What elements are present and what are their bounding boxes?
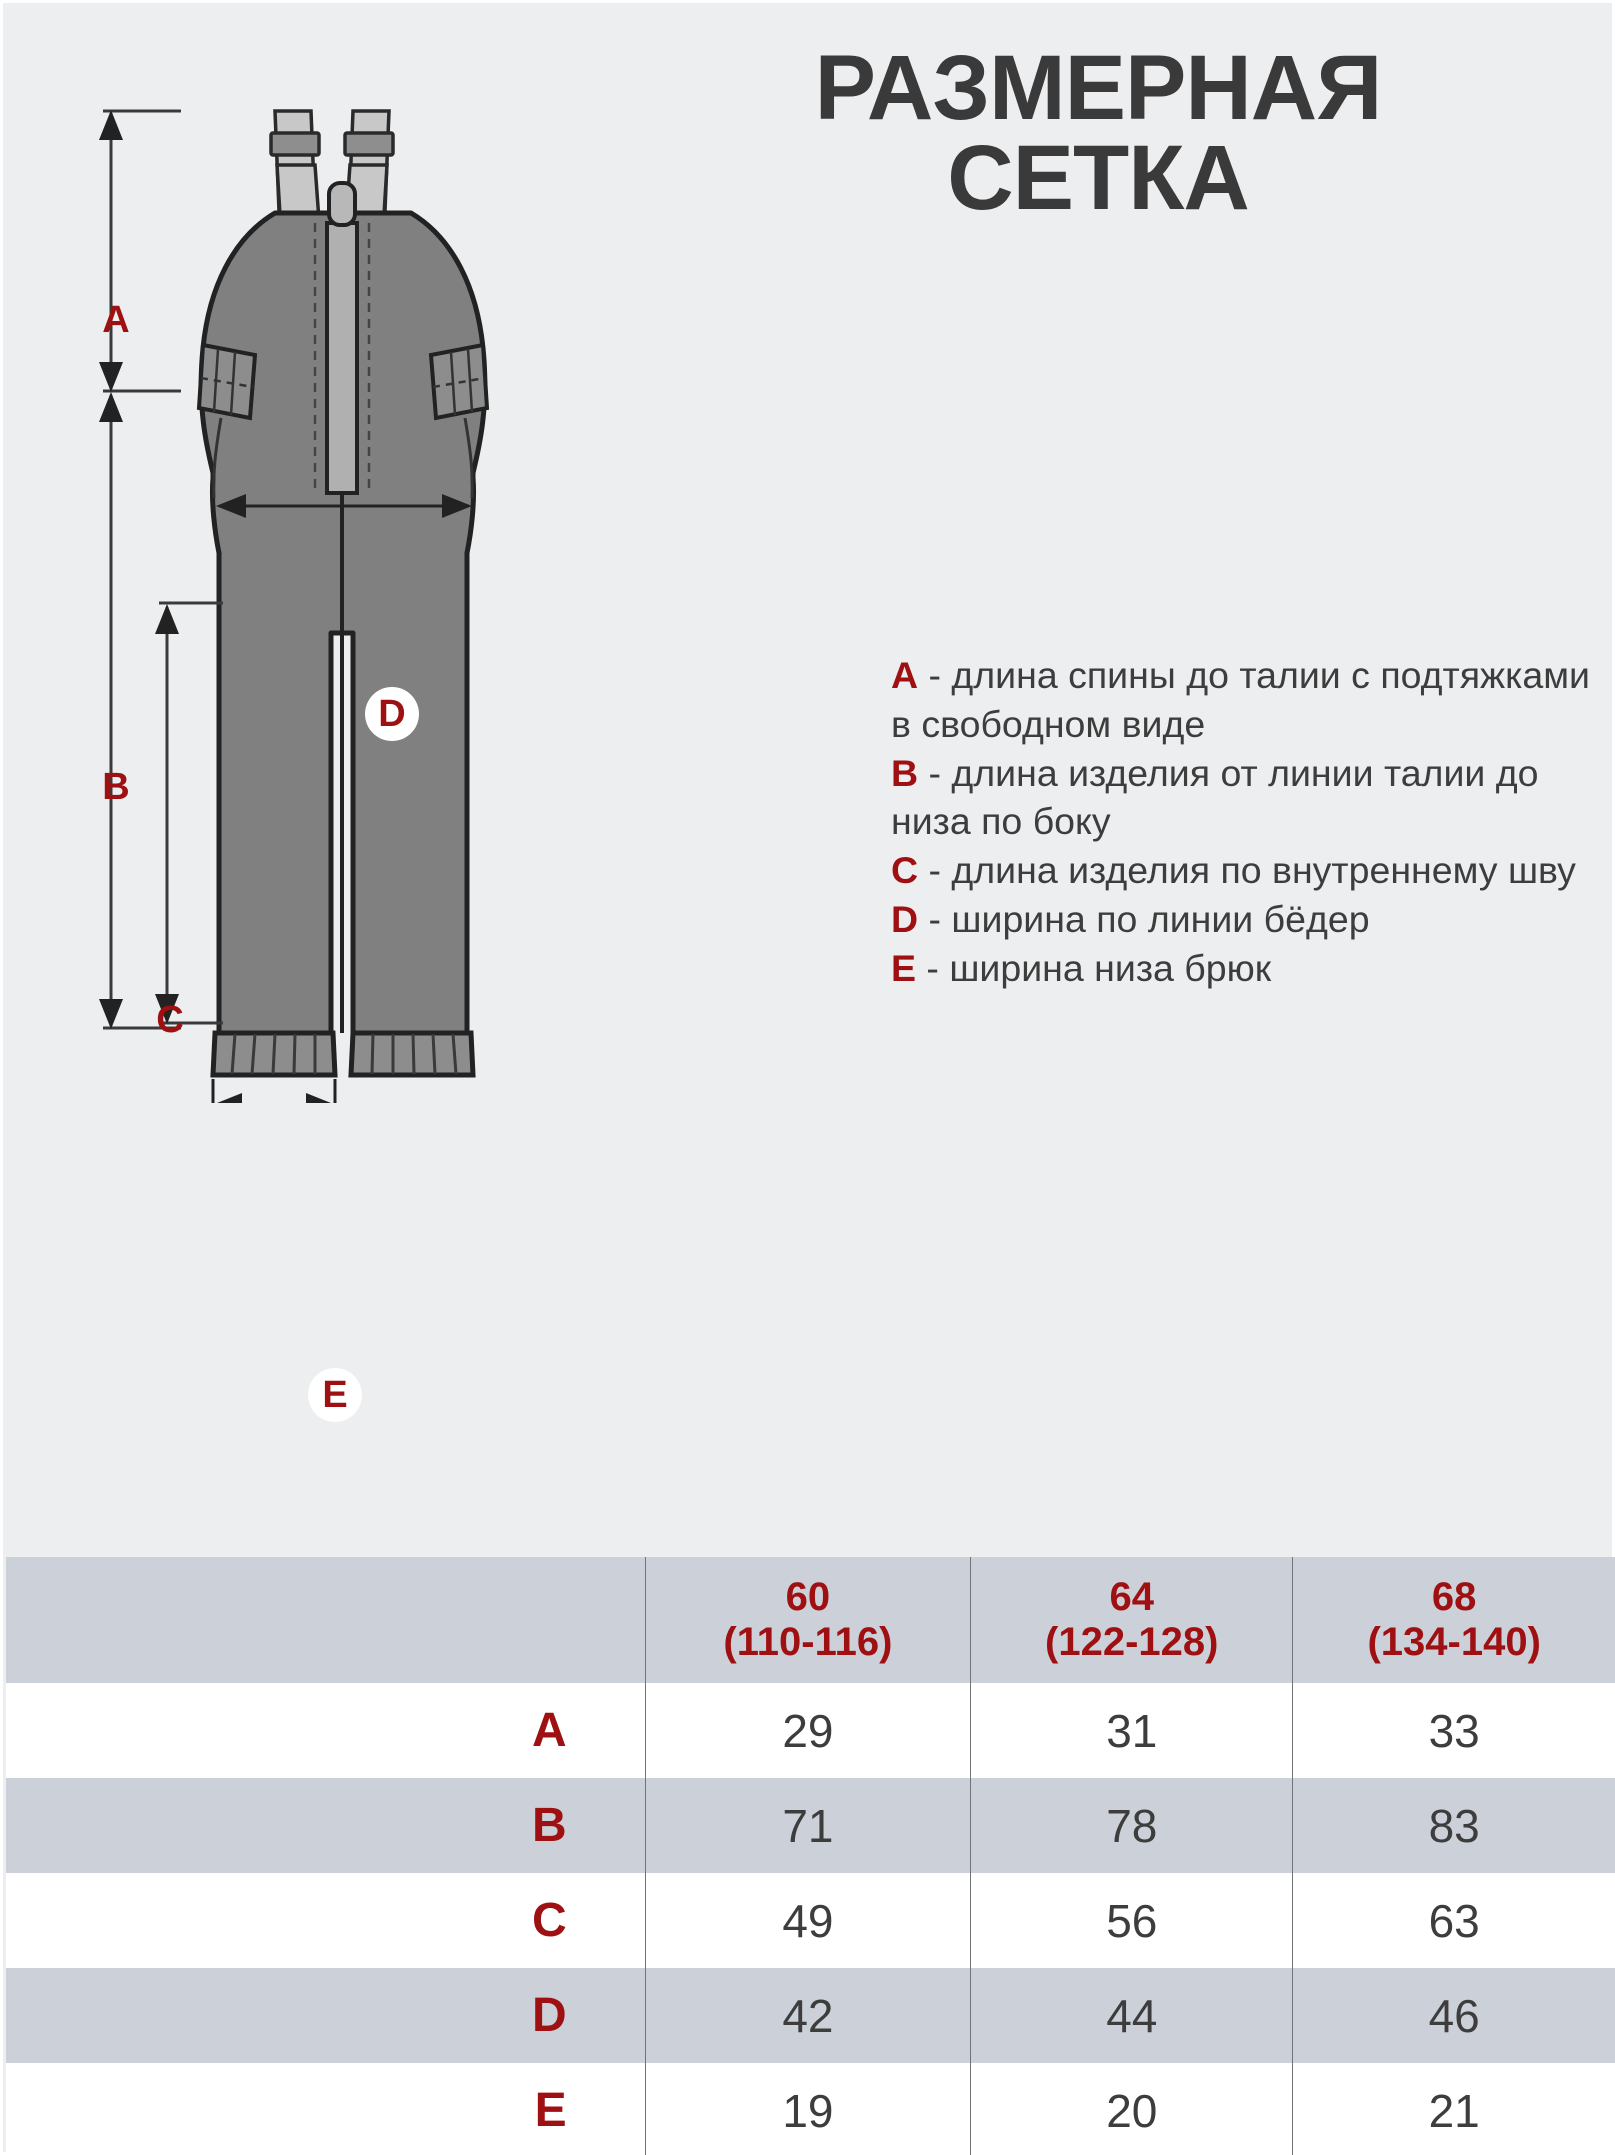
cell-e-68: 21 bbox=[1293, 2063, 1615, 2155]
side-tab-left bbox=[199, 345, 255, 418]
garment-illustration bbox=[63, 73, 643, 1103]
size-code: 68 bbox=[1431, 1575, 1477, 1620]
dimension-line-B bbox=[103, 395, 181, 1028]
table-header-size-68 bbox=[1293, 1557, 1615, 1683]
size-code: 60 bbox=[785, 1575, 831, 1620]
legend-text-b: - длина изделия от линии талии до низа по боку bbox=[891, 751, 1539, 843]
table-row bbox=[6, 2063, 1615, 2155]
row-label-d: D bbox=[6, 1968, 645, 2063]
legend-item-b bbox=[891, 749, 1591, 847]
dimension-line-A bbox=[103, 111, 181, 391]
cell-c-68: 63 bbox=[1293, 1873, 1615, 1968]
legend-item-e bbox=[891, 944, 1591, 993]
table-header-size-64 bbox=[971, 1557, 1293, 1683]
dimension-badge-b: B bbox=[102, 766, 130, 808]
table-row bbox=[6, 1683, 1615, 1778]
table-row bbox=[6, 1968, 1615, 2063]
cuff-right bbox=[351, 1033, 473, 1075]
legend-key-b: B bbox=[891, 751, 919, 794]
cell-c-60: 49 bbox=[645, 1873, 971, 1968]
cell-d-68: 46 bbox=[1293, 1968, 1615, 2063]
legend-key-a: A bbox=[891, 654, 919, 696]
legend-text-c: - длина изделия по внутреннему шву bbox=[918, 849, 1576, 891]
cell-a-64: 31 bbox=[971, 1683, 1293, 1778]
size-range: (122-128) bbox=[1045, 1620, 1219, 1664]
legend-text-d: - ширина по линии бёдер bbox=[918, 897, 1370, 940]
size-table bbox=[6, 1557, 1615, 2155]
cell-e-60: 19 bbox=[645, 2063, 971, 2155]
legend-text-a: - длина спины до талии с подтяжками в свободном виде bbox=[891, 654, 1590, 745]
table-header-size-60 bbox=[645, 1557, 971, 1683]
row-label-c: C bbox=[6, 1873, 645, 1968]
legend-key-e: E bbox=[891, 946, 917, 989]
legend-key-d: D bbox=[891, 897, 919, 940]
row-label-a: A bbox=[6, 1683, 645, 1778]
legend-item-a bbox=[891, 651, 1591, 749]
dimension-badge-a: A bbox=[102, 299, 130, 341]
table-header-corner bbox=[6, 1557, 645, 1683]
table-header-row bbox=[6, 1557, 1615, 1683]
cell-e-64: 20 bbox=[971, 2063, 1293, 2155]
dimension-badge-c: C bbox=[156, 999, 184, 1041]
dimension-badge-d: D bbox=[365, 687, 419, 741]
table-row bbox=[6, 1778, 1615, 1873]
legend-key-c: C bbox=[891, 849, 919, 891]
zipper-placket bbox=[327, 223, 357, 493]
cuff-left bbox=[213, 1033, 335, 1075]
measurement-legend bbox=[891, 651, 1591, 992]
cell-b-68: 83 bbox=[1293, 1778, 1615, 1873]
size-range: (110-116) bbox=[723, 1620, 893, 1664]
size-code: 64 bbox=[1109, 1575, 1155, 1620]
cell-d-60: 42 bbox=[645, 1968, 971, 2063]
cell-a-60: 29 bbox=[645, 1683, 971, 1778]
dimension-line-C bbox=[159, 603, 223, 1023]
legend-item-c bbox=[891, 846, 1591, 895]
dimension-line-E bbox=[213, 1079, 335, 1103]
side-tab-right bbox=[431, 345, 487, 418]
cell-b-64: 78 bbox=[971, 1778, 1293, 1873]
dimension-badge-e: E bbox=[308, 1368, 362, 1422]
size-range: (134-140) bbox=[1367, 1620, 1541, 1664]
cell-c-64: 56 bbox=[971, 1873, 1293, 1968]
table-row bbox=[6, 1873, 1615, 1968]
cell-d-64: 44 bbox=[971, 1968, 1293, 2063]
legend-text-e: - ширина низа брюк bbox=[916, 946, 1272, 989]
zipper-pull-icon bbox=[329, 183, 355, 225]
row-label-b: B bbox=[6, 1778, 645, 1873]
row-label-e: E bbox=[6, 2063, 645, 2155]
cell-a-68: 33 bbox=[1293, 1683, 1615, 1778]
cell-b-60: 71 bbox=[645, 1778, 971, 1873]
legend-item-d bbox=[891, 895, 1591, 944]
page-title: РАЗМЕРНАЯ СЕТКА bbox=[814, 37, 1382, 230]
